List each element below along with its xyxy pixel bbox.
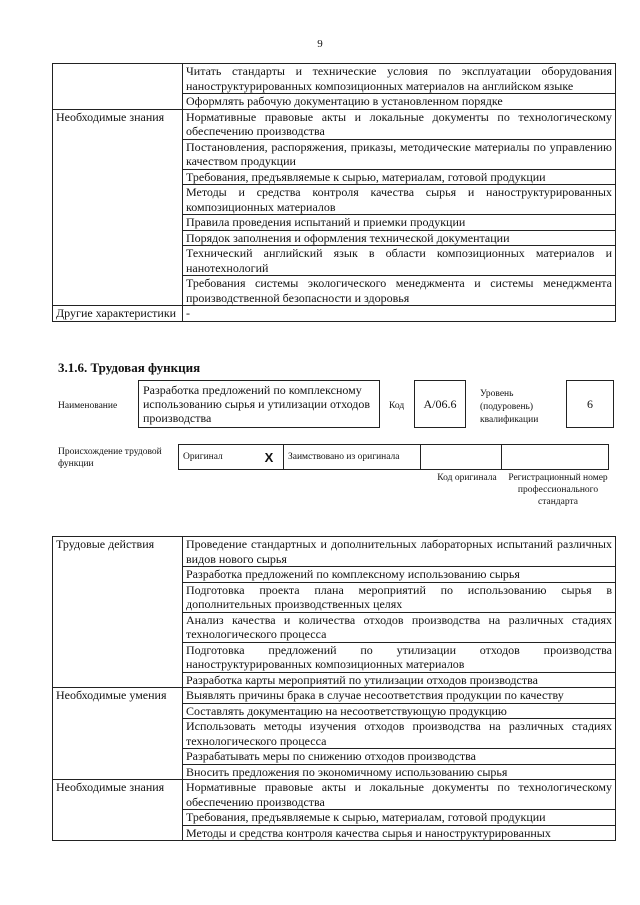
table-cell: Подготовка предложений по утилизации отходов производства наноструктурированных композиционных материалов: [183, 642, 616, 672]
labor-function-table: [52, 536, 616, 841]
table-row: [53, 780, 616, 810]
table-row: [53, 537, 616, 567]
original-label: Оригинал: [179, 445, 256, 470]
table-row: [53, 306, 616, 322]
row-label: Другие характеристики: [53, 306, 183, 322]
original-code-cell: [421, 445, 502, 470]
function-name-box: Разработка предложений по комплексному использованию сырья и утилизации отходов производства: [138, 380, 380, 428]
table-cell: Методы и средства контроля качества сырья и наноструктурированных композиционных материалов: [183, 185, 616, 215]
table-cell: Проведение стандартных и дополнительных лабораторных испытаний различных видов нового сырья: [183, 537, 616, 567]
row-label: Трудовые действия: [53, 537, 183, 688]
original-checkmark: X: [255, 445, 284, 470]
table-cell: -: [183, 306, 616, 322]
table-row: [53, 64, 616, 94]
borrowed-label: Заимствовано из оригинала: [284, 445, 421, 470]
table-cell: Нормативные правовые акты и локальные документы по технологическому обеспечению производства: [183, 780, 616, 810]
origin-table: [178, 444, 609, 470]
row-label: [53, 64, 183, 110]
code-label: Код: [389, 401, 405, 411]
table-cell: Разработка карты мероприятий по утилизации отходов производства: [183, 672, 616, 688]
table-cell: Подготовка проекта плана мероприятий по использованию сырья в дополнительных производственных целях: [183, 582, 616, 612]
table-cell: Составлять документацию на несоответствующую продукцию: [183, 703, 616, 719]
row-label: Необходимые знания: [53, 109, 183, 306]
level-label: Уровень (подуровень) квалификации: [480, 389, 539, 425]
table-cell: Выявлять причины брака в случае несоответствия продукции по качеству: [183, 688, 616, 704]
table-cell: Порядок заполнения и оформления технической документации: [183, 230, 616, 246]
reg-number-cell: [502, 445, 609, 470]
section-title: 3.1.6. Трудовая функция: [58, 360, 201, 375]
reg-number-caption: Регистрационный номер профессионального стандарта: [508, 473, 608, 507]
table-cell: Методы и средства контроля качества сырья и наноструктурированных: [183, 825, 616, 841]
table-row: [53, 688, 616, 704]
table-cell: Требования системы экологического менеджмента и системы менеджмента производственной безопасности и здоровья: [183, 276, 616, 306]
qualification-level-box: 6: [566, 380, 614, 428]
table-cell: Нормативные правовые акты и локальные документы по технологическому обеспечению производства: [183, 109, 616, 139]
table-row: [179, 445, 609, 470]
row-label: Необходимые умения: [53, 688, 183, 780]
table-cell: Анализ качества и количества отходов производства на различных стадиях технологического процесса: [183, 612, 616, 642]
row-label: Необходимые знания: [53, 780, 183, 841]
page-number: 9: [317, 38, 323, 50]
top-requirements-table: [52, 63, 616, 322]
table-cell: Разработка предложений по комплексному использованию сырья: [183, 567, 616, 583]
table-cell: Вносить предложения по экономичному использованию сырья: [183, 764, 616, 780]
table-cell: Постановления, распоряжения, приказы, методические материалы по управлению качеством продукции: [183, 139, 616, 169]
function-code-box: А/06.6: [414, 380, 466, 428]
origin-label: Происхождение трудовой функции: [58, 447, 162, 469]
name-label: Наименование: [58, 401, 118, 411]
table-cell: Использовать методы изучения отходов производства на различных стадиях технологического процесса: [183, 719, 616, 749]
table-cell: Разрабатывать меры по снижению отходов производства: [183, 749, 616, 765]
table-cell: Требования, предъявляемые к сырью, материалам, готовой продукции: [183, 169, 616, 185]
original-code-caption: Код оригинала: [437, 473, 497, 483]
table-cell: Оформлять рабочую документацию в установленном порядке: [183, 94, 616, 110]
table-row: [53, 109, 616, 139]
table-cell: Читать стандарты и технические условия по эксплуатации оборудования наноструктурированных композиционных материалов на английском языке: [183, 64, 616, 94]
table-cell: Требования, предъявляемые к сырью, материалам, готовой продукции: [183, 810, 616, 826]
table-cell: Технический английский язык в области композиционных материалов и нанотехнологий: [183, 246, 616, 276]
table-cell: Правила проведения испытаний и приемки продукции: [183, 215, 616, 231]
